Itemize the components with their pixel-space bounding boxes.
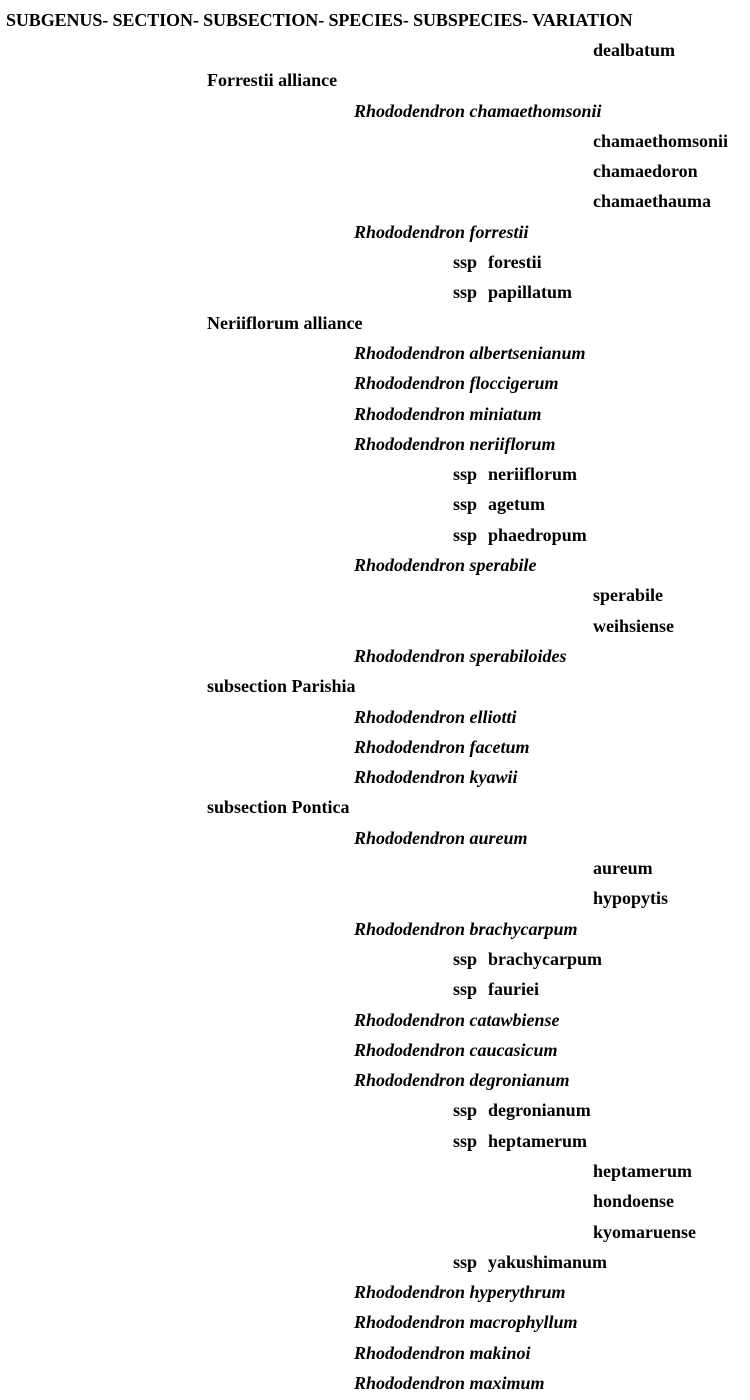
species-name: Rhododendron sperabile	[354, 555, 537, 576]
subsection-row	[0, 310, 750, 340]
variation-name: weihsiense	[593, 615, 674, 636]
variation-name: hondoense	[593, 1191, 675, 1212]
variation-name: chamaethauma	[593, 191, 711, 212]
subsection-name: subsection Parishia	[207, 676, 356, 697]
subspecies-name: phaedropum	[488, 524, 587, 545]
species-name: Rhododendron brachycarpum	[354, 918, 578, 939]
variation-row	[0, 582, 750, 612]
species-name: Rhododendron chamaethomsonii	[354, 100, 602, 121]
ssp-prefix: ssp	[453, 948, 478, 969]
species-name: Rhododendron hyperythrum	[354, 1282, 566, 1303]
ssp-prefix: ssp	[453, 524, 478, 545]
species-name: Rhododendron degronianum	[354, 1070, 570, 1091]
subspecies-row	[0, 491, 750, 521]
subspecies-name: fauriei	[488, 979, 539, 1000]
variation-name: kyomaruense	[593, 1221, 696, 1242]
species-row	[0, 219, 750, 249]
species-name: Rhododendron floccigerum	[354, 373, 559, 394]
subspecies-row	[0, 249, 750, 279]
species-row	[0, 340, 750, 370]
species-name: Rhododendron catawbiense	[354, 1009, 560, 1030]
variation-row	[0, 128, 750, 158]
species-row	[0, 552, 750, 582]
species-name: Rhododendron aureum	[354, 827, 528, 848]
variation-name: chamaethomsonii	[593, 130, 728, 151]
species-row	[0, 98, 750, 128]
variation-row	[0, 158, 750, 188]
variation-row	[0, 1188, 750, 1218]
species-row	[0, 734, 750, 764]
subspecies-name: papillatum	[488, 282, 573, 303]
variation-name: hypopytis	[593, 888, 669, 909]
ssp-prefix: ssp	[453, 1130, 478, 1151]
variation-row	[0, 1219, 750, 1249]
species-row	[0, 825, 750, 855]
species-name: Rhododendron sperabiloides	[354, 645, 567, 666]
species-name: Rhododendron albertsenianum	[354, 342, 586, 363]
species-row	[0, 643, 750, 673]
subspecies-name: yakushimanum	[488, 1251, 608, 1272]
subsection-name: Neriiflorum alliance	[207, 312, 363, 333]
species-name: Rhododendron maximum	[354, 1373, 545, 1394]
subspecies-name: agetum	[488, 494, 545, 515]
species-row	[0, 370, 750, 400]
ssp-prefix: ssp	[453, 494, 478, 515]
species-row	[0, 764, 750, 794]
subspecies-row	[0, 976, 750, 1006]
subspecies-row	[0, 279, 750, 309]
species-row	[0, 1370, 750, 1400]
subspecies-row	[0, 946, 750, 976]
column-header: SUBGENUS- SECTION- SUBSECTION- SPECIES- SUBSPECIES- VARIATION	[6, 10, 633, 30]
subspecies-row	[0, 1249, 750, 1279]
species-name: Rhododendron caucasicum	[354, 1039, 558, 1060]
species-name: Rhododendron elliotti	[354, 706, 517, 727]
variation-name: dealbatum	[593, 40, 676, 60]
subsection-row	[0, 673, 750, 703]
subspecies-name: neriiflorum	[488, 464, 577, 485]
species-row	[0, 431, 750, 461]
taxonomy-list	[0, 37, 750, 1400]
subsection-row	[0, 67, 750, 97]
subsection-name: subsection Pontica	[207, 797, 350, 818]
variation-row	[0, 188, 750, 218]
subsection-name: Forrestii alliance	[207, 70, 338, 91]
variation-row	[0, 855, 750, 885]
subspecies-row	[0, 522, 750, 552]
subspecies-name: forestii	[488, 252, 542, 273]
subspecies-name: brachycarpum	[488, 948, 602, 969]
subspecies-name: heptamerum	[488, 1130, 587, 1151]
ssp-prefix: ssp	[453, 979, 478, 1000]
species-row	[0, 704, 750, 734]
species-row	[0, 1007, 750, 1037]
species-name: Rhododendron neriiflorum	[354, 433, 556, 454]
variation-row	[0, 613, 750, 643]
species-name: Rhododendron macrophyllum	[354, 1312, 578, 1333]
species-row	[0, 1037, 750, 1067]
ssp-prefix: ssp	[453, 464, 478, 485]
variation-name: sperabile	[593, 585, 663, 606]
ssp-prefix: ssp	[453, 1100, 478, 1121]
variation-name: chamaedoron	[593, 161, 698, 182]
subspecies-name: degronianum	[488, 1100, 591, 1121]
species-name: Rhododendron makinoi	[354, 1342, 531, 1363]
ssp-prefix: ssp	[453, 282, 478, 303]
variation-name: aureum	[593, 858, 653, 879]
variation-row	[0, 37, 750, 67]
species-row	[0, 1067, 750, 1097]
variation-row	[0, 885, 750, 915]
subspecies-row	[0, 1128, 750, 1158]
variation-name: heptamerum	[593, 1160, 692, 1181]
species-row	[0, 916, 750, 946]
ssp-prefix: ssp	[453, 1251, 478, 1272]
subsection-row	[0, 794, 750, 824]
species-name: Rhododendron forrestii	[354, 221, 529, 242]
subspecies-row	[0, 1097, 750, 1127]
species-row	[0, 1309, 750, 1339]
species-row	[0, 1340, 750, 1370]
species-row	[0, 401, 750, 431]
ssp-prefix: ssp	[453, 252, 478, 273]
species-row	[0, 1279, 750, 1309]
subspecies-row	[0, 461, 750, 491]
variation-row	[0, 1158, 750, 1188]
species-name: Rhododendron miniatum	[354, 403, 542, 424]
species-name: Rhododendron kyawii	[354, 767, 518, 788]
species-name: Rhododendron facetum	[354, 736, 530, 757]
